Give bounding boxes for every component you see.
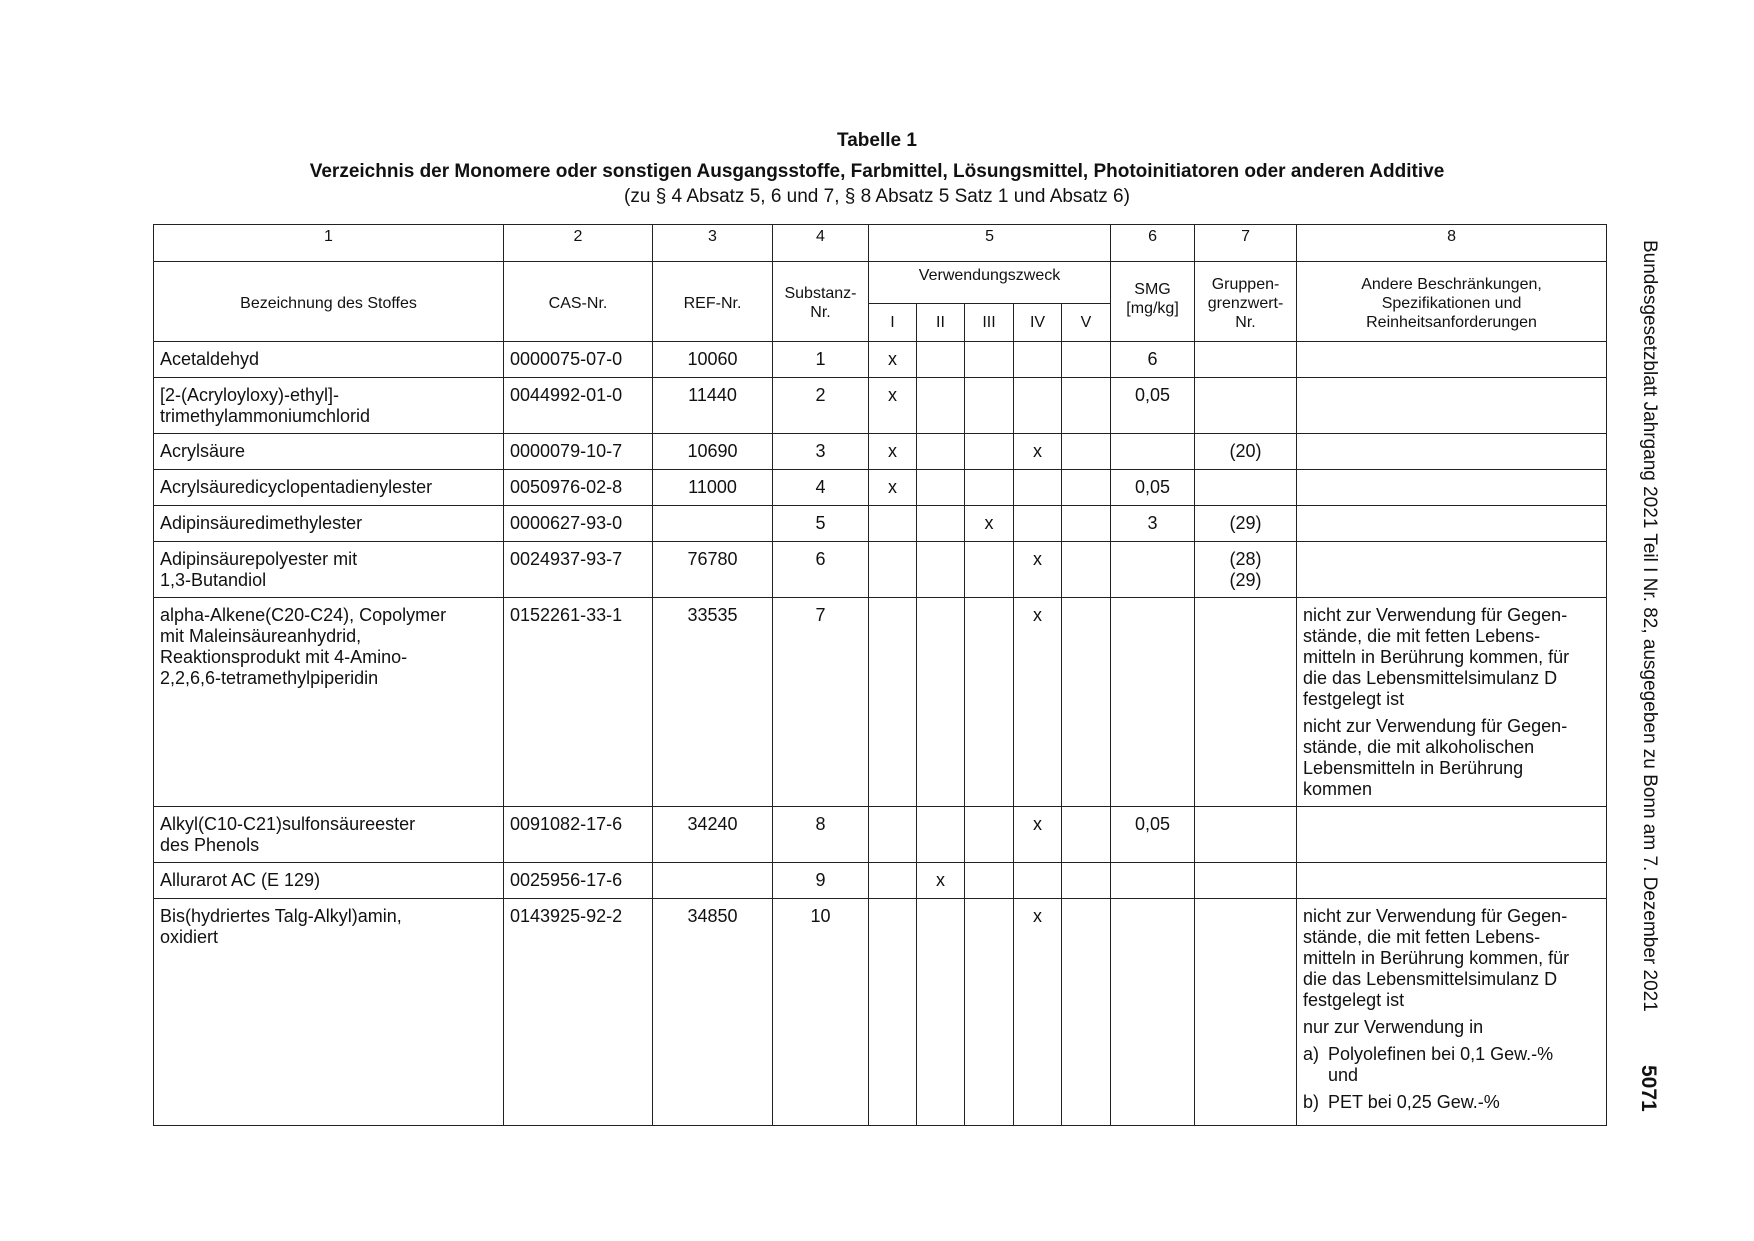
cell-group-limit (1195, 342, 1297, 378)
restriction-paragraph (1303, 716, 1600, 800)
cell-ref-nr: 76780 (653, 542, 773, 598)
substance-name-line: [2-(Acryloyloxy)-ethyl]- (160, 385, 340, 405)
cell-ref-nr: 33535 (653, 598, 773, 807)
cell-ref-nr (653, 863, 773, 899)
page-number: 5071 (1637, 1065, 1660, 1112)
restriction-line: nicht zur Verwendung für Gegen- (1303, 716, 1568, 736)
substance-table (153, 224, 1607, 1126)
cell-usage-iii (965, 863, 1014, 899)
table-row (154, 899, 1607, 1126)
cell-usage-iv: x (1014, 807, 1062, 863)
header-usage-iv: IV (1014, 304, 1062, 342)
cell-substance-nr: 9 (773, 863, 869, 899)
cell-usage-iv: x (1014, 542, 1062, 598)
cell-other-restrictions (1297, 542, 1607, 598)
substance-name-line: oxidiert (160, 927, 219, 947)
cell-smg: 3 (1111, 506, 1195, 542)
restriction-list-item (1303, 1092, 1600, 1113)
cell-usage-v (1062, 434, 1111, 470)
cell-usage-ii (917, 807, 965, 863)
cell-usage-iv (1014, 378, 1062, 434)
header-group-line: grenzwert- (1207, 294, 1284, 312)
substance-name-line: Adipinsäurepolyester mit (160, 549, 358, 569)
cell-group-limit (1195, 470, 1297, 506)
cell-substance-nr: 6 (773, 542, 869, 598)
substance-name-line: des Phenols (160, 835, 260, 855)
cell-substance-nr: 10 (773, 899, 869, 1126)
cell-ref-nr: 10690 (653, 434, 773, 470)
restriction-line: stände, die mit fetten Lebens- (1303, 927, 1541, 947)
cell-smg: 0,05 (1111, 470, 1195, 506)
cell-other-restrictions (1297, 342, 1607, 378)
header-group-limit (1195, 262, 1297, 342)
restriction-line: die das Lebensmittelsimulanz D (1303, 668, 1558, 688)
cell-usage-i (869, 598, 917, 807)
cell-usage-v (1062, 378, 1111, 434)
header-usage-v: V (1062, 304, 1111, 342)
cell-substance-name (154, 863, 504, 899)
table-row (154, 434, 1607, 470)
cell-substance-name (154, 506, 504, 542)
cell-usage-iii: x (965, 506, 1014, 542)
header-other-line: Reinheitsanforderungen (1366, 313, 1537, 331)
column-number: 8 (1297, 225, 1607, 262)
cell-substance-name (154, 342, 504, 378)
cell-other-restrictions (1297, 807, 1607, 863)
list-text-line: Polyolefinen bei 0,1 Gew.-% (1328, 1044, 1554, 1064)
column-number: 4 (773, 225, 869, 262)
substance-name-line: Acetaldehyd (160, 349, 260, 369)
cell-usage-i (869, 863, 917, 899)
list-marker: a) (1303, 1044, 1320, 1064)
column-number: 6 (1111, 225, 1195, 262)
header-other-restrictions (1297, 262, 1607, 342)
substance-name-line: Adipinsäuredimethylester (160, 513, 363, 533)
cell-smg (1111, 598, 1195, 807)
cell-substance-name (154, 598, 504, 807)
table-row (154, 506, 1607, 542)
table-label: Tabelle 1 (837, 130, 917, 151)
cell-usage-ii (917, 542, 965, 598)
cell-usage-v (1062, 598, 1111, 807)
cell-usage-ii (917, 434, 965, 470)
cell-usage-v (1062, 542, 1111, 598)
restriction-paragraph (1303, 1017, 1600, 1038)
cell-substance-name (154, 470, 504, 506)
header-smg-line: [mg/kg] (1126, 300, 1179, 317)
cell-usage-v (1062, 470, 1111, 506)
list-marker: b) (1303, 1092, 1320, 1112)
cell-usage-ii (917, 378, 965, 434)
cell-ref-nr: 11000 (653, 470, 773, 506)
cell-usage-iv (1014, 342, 1062, 378)
restriction-list-item (1303, 1044, 1600, 1086)
cell-other-restrictions (1297, 378, 1607, 434)
cell-usage-ii (917, 598, 965, 807)
restriction-line: stände, die mit alkoholischen (1303, 737, 1535, 757)
gazette-side-text: Bundesgesetzblatt Jahrgang 2021 Teil I Nr. 82, ausgegeben zu Bonn am 7. Dezember 2021 (1639, 240, 1660, 1012)
cell-usage-iii (965, 342, 1014, 378)
group-limit-line: (20) (1229, 441, 1262, 461)
cell-usage-i (869, 506, 917, 542)
header-usage-i: I (869, 304, 917, 342)
cell-group-limit (1195, 598, 1297, 807)
restriction-line: die das Lebensmittelsimulanz D (1303, 969, 1558, 989)
header-substance-nr (773, 262, 869, 342)
header-usage: Verwendungszweck (869, 262, 1111, 304)
cell-substance-nr: 4 (773, 470, 869, 506)
group-limit-line: (28) (1229, 549, 1262, 569)
substance-name-line: 2,2,6,6-tetramethylpiperidin (160, 668, 379, 688)
cell-usage-iii (965, 542, 1014, 598)
header-substance-line: Substanz- (784, 285, 857, 302)
column-number: 3 (653, 225, 773, 262)
cell-cas-nr: 0000079-10-7 (504, 434, 653, 470)
table-row (154, 598, 1607, 807)
cell-smg: 0,05 (1111, 807, 1195, 863)
restriction-line: kommen (1303, 779, 1373, 799)
cell-group-limit (1195, 807, 1297, 863)
cell-usage-v (1062, 807, 1111, 863)
restriction-paragraph (1303, 906, 1600, 1011)
substance-name-line: alpha-Alkene(C20-C24), Copolymer (160, 605, 447, 625)
cell-other-restrictions (1297, 899, 1607, 1126)
header-ref: REF-Nr. (653, 262, 773, 342)
cell-cas-nr: 0044992-01-0 (504, 378, 653, 434)
cell-usage-iii (965, 899, 1014, 1126)
cell-smg (1111, 542, 1195, 598)
cell-usage-iii (965, 434, 1014, 470)
cell-usage-ii (917, 342, 965, 378)
cell-usage-iii (965, 598, 1014, 807)
group-limit-line: (29) (1229, 570, 1262, 590)
header-group-line: Nr. (1235, 313, 1256, 331)
cell-other-restrictions (1297, 434, 1607, 470)
cell-usage-iv: x (1014, 899, 1062, 1126)
cell-cas-nr: 0152261-33-1 (504, 598, 653, 807)
cell-usage-iii (965, 807, 1014, 863)
restriction-line: festgelegt ist (1303, 990, 1405, 1010)
table-subtitle: (zu § 4 Absatz 5, 6 und 7, § 8 Absatz 5 Satz 1 und Absatz 6) (624, 186, 1130, 207)
column-number: 1 (154, 225, 504, 262)
cell-usage-iv: x (1014, 598, 1062, 807)
restriction-paragraph (1303, 605, 1600, 710)
cell-smg: 0,05 (1111, 378, 1195, 434)
header-name: Bezeichnung des Stoffes (154, 262, 504, 342)
cell-usage-iv (1014, 863, 1062, 899)
cell-usage-i: x (869, 342, 917, 378)
cell-usage-ii (917, 506, 965, 542)
restriction-line: Lebensmitteln in Berührung (1303, 758, 1524, 778)
header-cas: CAS-Nr. (504, 262, 653, 342)
cell-smg: 6 (1111, 342, 1195, 378)
cell-usage-iv (1014, 470, 1062, 506)
cell-usage-iv: x (1014, 434, 1062, 470)
cell-usage-i (869, 807, 917, 863)
cell-substance-nr: 2 (773, 378, 869, 434)
header-other-line: Andere Beschränkungen, (1361, 275, 1542, 293)
cell-cas-nr: 0143925-92-2 (504, 899, 653, 1126)
header-row (154, 262, 1607, 304)
list-text-line: und (1328, 1065, 1359, 1085)
header-usage-ii: II (917, 304, 965, 342)
list-text (1328, 1092, 1500, 1113)
restriction-line: stände, die mit fetten Lebens- (1303, 626, 1541, 646)
cell-usage-i: x (869, 470, 917, 506)
cell-ref-nr: 34240 (653, 807, 773, 863)
header-substance-line: Nr. (810, 304, 831, 321)
cell-cas-nr: 0050976-02-8 (504, 470, 653, 506)
cell-substance-name (154, 378, 504, 434)
cell-usage-ii (917, 470, 965, 506)
cell-usage-v (1062, 342, 1111, 378)
table-heading (0, 130, 1754, 208)
table-row (154, 342, 1607, 378)
column-number: 7 (1195, 225, 1297, 262)
cell-smg (1111, 863, 1195, 899)
header-usage-iii: III (965, 304, 1014, 342)
cell-ref-nr: 10060 (653, 342, 773, 378)
cell-substance-name (154, 434, 504, 470)
cell-cas-nr: 0091082-17-6 (504, 807, 653, 863)
cell-substance-nr: 5 (773, 506, 869, 542)
cell-usage-i (869, 899, 917, 1126)
cell-substance-name (154, 542, 504, 598)
cell-ref-nr (653, 506, 773, 542)
substance-name-line: Reaktionsprodukt mit 4-Amino- (160, 647, 408, 667)
list-text-line: PET bei 0,25 Gew.-% (1328, 1092, 1500, 1112)
cell-cas-nr: 0025956-17-6 (504, 863, 653, 899)
column-number-row (154, 225, 1607, 262)
cell-substance-nr: 7 (773, 598, 869, 807)
restriction-line: nicht zur Verwendung für Gegen- (1303, 605, 1568, 625)
table-title: Verzeichnis der Monomere oder sonstigen Ausgangsstoffe, Farbmittel, Lösungsmittel, Photoinitiatoren oder anderen Additive (309, 161, 1445, 182)
restriction-line: nicht zur Verwendung für Gegen- (1303, 906, 1568, 926)
column-number: 2 (504, 225, 653, 262)
header-smg (1111, 262, 1195, 342)
cell-usage-ii: x (917, 863, 965, 899)
cell-substance-nr: 8 (773, 807, 869, 863)
table-row (154, 378, 1607, 434)
cell-ref-nr: 34850 (653, 899, 773, 1126)
cell-other-restrictions (1297, 598, 1607, 807)
substance-name-line: mit Maleinsäureanhydrid, (160, 626, 362, 646)
cell-other-restrictions (1297, 506, 1607, 542)
cell-cas-nr: 0000627-93-0 (504, 506, 653, 542)
substance-name-line: Bis(hydriertes Talg-Alkyl)amin, (160, 906, 402, 926)
cell-cas-nr: 0024937-93-7 (504, 542, 653, 598)
cell-other-restrictions (1297, 863, 1607, 899)
cell-usage-v (1062, 863, 1111, 899)
group-limit-line: (29) (1229, 513, 1262, 533)
cell-smg (1111, 899, 1195, 1126)
cell-group-limit (1195, 899, 1297, 1126)
cell-usage-iv (1014, 506, 1062, 542)
cell-group-limit (1195, 378, 1297, 434)
cell-cas-nr: 0000075-07-0 (504, 342, 653, 378)
header-smg-line: SMG (1134, 281, 1171, 298)
restriction-line: nur zur Verwendung in (1303, 1017, 1484, 1037)
cell-usage-iii (965, 378, 1014, 434)
cell-smg (1111, 434, 1195, 470)
restriction-line: festgelegt ist (1303, 689, 1405, 709)
cell-usage-v (1062, 899, 1111, 1126)
table-row (154, 470, 1607, 506)
substance-name-line: Acrylsäuredicyclopentadienylester (160, 477, 433, 497)
cell-group-limit (1195, 542, 1297, 598)
cell-substance-name (154, 899, 504, 1126)
table-body (154, 342, 1607, 1126)
cell-usage-i: x (869, 378, 917, 434)
cell-usage-v (1062, 506, 1111, 542)
cell-usage-iii (965, 470, 1014, 506)
substance-name-line: Alkyl(C10-C21)sulfonsäureester (160, 814, 416, 834)
header-group-line: Gruppen- (1211, 275, 1280, 293)
table-row (154, 863, 1607, 899)
cell-ref-nr: 11440 (653, 378, 773, 434)
list-text (1328, 1044, 1553, 1086)
cell-usage-i: x (869, 434, 917, 470)
cell-group-limit (1195, 506, 1297, 542)
table-row (154, 807, 1607, 863)
cell-substance-nr: 1 (773, 342, 869, 378)
substance-name-line: Acrylsäure (160, 441, 246, 461)
cell-substance-name (154, 807, 504, 863)
substance-name-line: Allurarot AC (E 129) (160, 870, 321, 890)
cell-substance-nr: 3 (773, 434, 869, 470)
restriction-line: mitteln in Berührung kommen, für (1303, 948, 1570, 968)
table-row (154, 542, 1607, 598)
column-number: 5 (869, 225, 1111, 262)
cell-usage-ii (917, 899, 965, 1126)
cell-group-limit (1195, 434, 1297, 470)
cell-group-limit (1195, 863, 1297, 899)
header-other-line: Spezifikationen und (1381, 294, 1522, 312)
substance-name-line: 1,3-Butandiol (160, 570, 267, 590)
substance-name-line: trimethylammoniumchlorid (160, 406, 371, 426)
restriction-line: mitteln in Berührung kommen, für (1303, 647, 1570, 667)
cell-other-restrictions (1297, 470, 1607, 506)
cell-usage-i (869, 542, 917, 598)
